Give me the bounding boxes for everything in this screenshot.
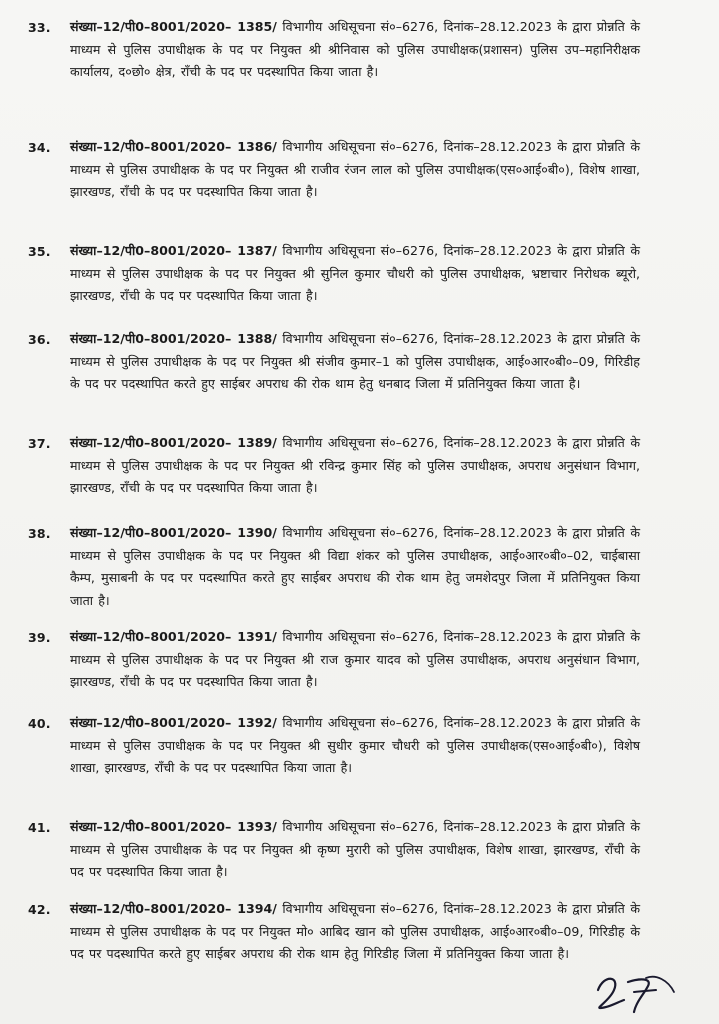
entry-body [70,522,640,612]
entry-body [70,328,640,396]
entry-number: 40. [28,716,51,731]
entry-reference: संख्या–12/पी0–8001/2020– 1394/ [70,901,277,916]
entry-body [70,16,640,84]
entry-number: 42. [28,902,51,917]
entry-text: विभागीय अधिसूचना सं०–6276, दिनांक–28.12.2023 के द्वारा प्रोन्नति के माध्यम से पुलिस उपाधीक्षक के पद पर नियुक्त श्री विद्या शंकर को पुलिस उपाधीक्षक, आई०आर०बी०–02, चाईबासा कैम्प, मुसाबनी के पद पर पदस्थापित करते हुए साईबर अपराध की रोक थाम हेतु जमशेदपुर जिला में प्रतिनियुक्त किया जाता है। [70,525,640,608]
entry-number: 38. [28,526,51,541]
handwritten-signature [590,968,680,1018]
entry-body [70,712,640,780]
entry-text: विभागीय अधिसूचना सं०–6276, दिनांक–28.12.2023 के द्वारा प्रोन्नति के माध्यम से पुलिस उपाधीक्षक के पद पर नियुक्त श्री संजीव कुमार–1 को पुलिस उपाधीक्षक, आई०आर०बी०–09, गिरिडीह के पद पर पदस्थापित करते हुए साईबर अपराध की रोक थाम हेतु धनबाद जिला में प्रतिनियुक्त किया जाता है। [70,331,640,391]
entry-reference: संख्या–12/पी0–8001/2020– 1391/ [70,629,277,644]
entry-number: 36. [28,332,51,347]
entry-body [70,432,640,500]
entry-reference: संख्या–12/पी0–8001/2020– 1390/ [70,525,277,540]
entry-text: विभागीय अधिसूचना सं०–6276, दिनांक–28.12.2023 के द्वारा प्रोन्नति के माध्यम से पुलिस उपाधीक्षक के पद पर नियुक्त श्री राज कुमार यादव को पुलिस उपाधीक्षक, अपराध अनुसंधान विभाग, झारखण्ड, राँची के पद पर पदस्थापित किया जाता है। [70,629,640,689]
entry-text: विभागीय अधिसूचना सं०–6276, दिनांक–28.12.2023 के द्वारा प्रोन्नति के माध्यम से पुलिस उपाधीक्षक के पद पर नियुक्त मो० आबिद खान को पुलिस उपाधीक्षक, आई०आर०बी०–09, गिरिडीह के पद पर पदस्थापित करते हुए साईबर अपराध की रोक थाम हेतु गिरिडीह जिला में प्रतिनियुक्त किया जाता है। [70,901,640,961]
entry-number: 39. [28,630,51,645]
entry-number: 35. [28,244,51,259]
entry-reference: संख्या–12/पी0–8001/2020– 1392/ [70,715,277,730]
entry-reference: संख्या–12/पी0–8001/2020– 1393/ [70,819,277,834]
entry-body [70,816,640,884]
entry-text: विभागीय अधिसूचना सं०–6276, दिनांक–28.12.2023 के द्वारा प्रोन्नति के माध्यम से पुलिस उपाधीक्षक के पद पर नियुक्त श्री कृष्ण मुरारी को पुलिस उपाधीक्षक, विशेष शाखा, झारखण्ड, राँची के पद पर पदस्थापित किया जाता है। [70,819,640,879]
entry-body [70,240,640,308]
entry-reference: संख्या–12/पी0–8001/2020– 1386/ [70,139,277,154]
entry-number: 41. [28,820,51,835]
entry-body [70,136,640,204]
entry-text: विभागीय अधिसूचना सं०–6276, दिनांक–28.12.2023 के द्वारा प्रोन्नति के माध्यम से पुलिस उपाधीक्षक के पद पर नियुक्त श्री सुनिल कुमार चौधरी को पुलिस उपाधीक्षक, भ्रष्टाचार निरोधक ब्यूरो, झारखण्ड, राँची के पद पर पदस्थापित किया जाता है। [70,243,640,303]
entry-text: विभागीय अधिसूचना सं०–6276, दिनांक–28.12.2023 के द्वारा प्रोन्नति के माध्यम से पुलिस उपाधीक्षक के पद पर नियुक्त श्री राजीव रंजन लाल को पुलिस उपाधीक्षक(एस०आई०बी०), विशेष शाखा, झारखण्ड, राँची के पद पर पदस्थापित किया जाता है। [70,139,640,199]
entry-text: विभागीय अधिसूचना सं०–6276, दिनांक–28.12.2023 के द्वारा प्रोन्नति के माध्यम से पुलिस उपाधीक्षक के पद पर नियुक्त श्री सुधीर कुमार चौधरी को पुलिस उपाधीक्षक(एस०आई०बी०), विशेष शाखा, झारखण्ड, राँची के पद पर पदस्थापित किया जाता है। [70,715,640,775]
entry-body [70,898,640,966]
entry-number: 37. [28,436,51,451]
entry-number: 33. [28,20,51,35]
entry-reference: संख्या–12/पी0–8001/2020– 1387/ [70,243,277,258]
entry-number: 34. [28,140,51,155]
entry-reference: संख्या–12/पी0–8001/2020– 1385/ [70,19,277,34]
entry-text: विभागीय अधिसूचना सं०–6276, दिनांक–28.12.2023 के द्वारा प्रोन्नति के माध्यम से पुलिस उपाधीक्षक के पद पर नियुक्त श्री रविन्द्र कुमार सिंह को पुलिस उपाधीक्षक, अपराध अनुसंधान विभाग, झारखण्ड, राँची के पद पर पदस्थापित किया जाता है। [70,435,640,495]
entry-reference: संख्या–12/पी0–8001/2020– 1389/ [70,435,277,450]
entry-text: विभागीय अधिसूचना सं०–6276, दिनांक–28.12.2023 के द्वारा प्रोन्नति के माध्यम से पुलिस उपाधीक्षक के पद पर नियुक्त श्री श्रीनिवास को पुलिस उपाधीक्षक(प्रशासन) पुलिस उप–महानिरीक्षक कार्यालय, द०छो० क्षेत्र, राँची के पद पर पदस्थापित किया जाता है। [70,19,640,79]
entry-reference: संख्या–12/पी0–8001/2020– 1388/ [70,331,277,346]
entry-body [70,626,640,694]
